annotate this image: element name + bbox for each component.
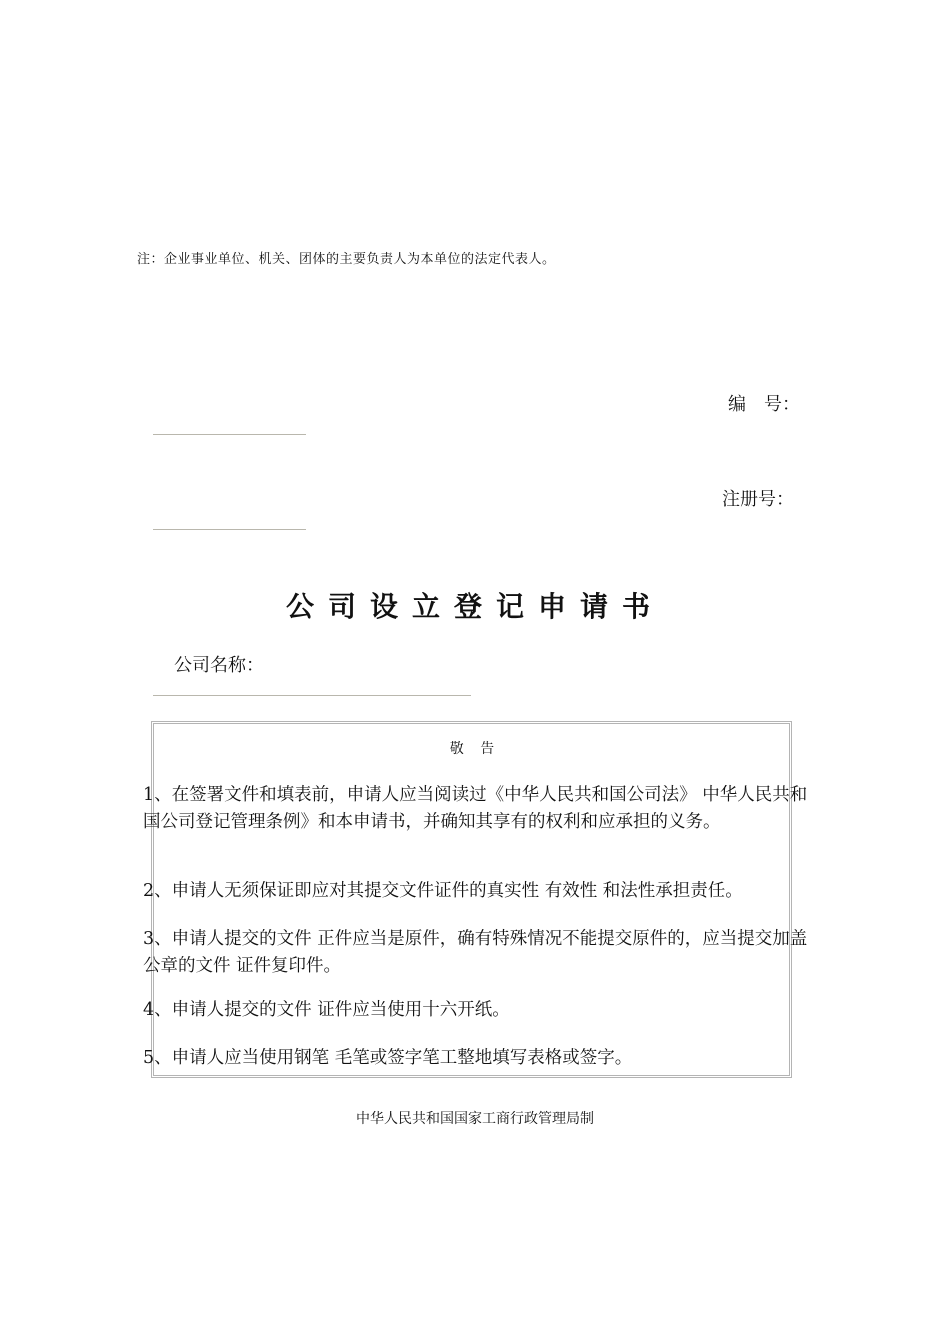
notice-item: 5、申请人应当使用钢笔 毛笔或签字笔工整地填写表格或签字。 bbox=[143, 1048, 633, 1068]
registration-number-label: 注册号： bbox=[722, 489, 794, 510]
footnote: 注：企业事业单位、机关、团体的主要负责人为本单位的法定代表人。 bbox=[137, 252, 556, 267]
number-label: 编 号： bbox=[728, 394, 800, 415]
registration-blank-line bbox=[153, 529, 306, 530]
company-name-label: 公司名称： bbox=[174, 655, 264, 676]
notice-heading: 敬 告 bbox=[449, 741, 501, 757]
notice-item: 2、申请人无须保证即应对其提交文件证件的真实性 有效性 和法性承担责任。 bbox=[143, 881, 743, 901]
company-name-blank-line bbox=[153, 695, 471, 696]
notice-item: 3、申请人提交的文件 正件应当是原件，确有特殊情况不能提交原件的，应当提交加盖公章的文件 证件复印件。 bbox=[143, 929, 808, 976]
notice-item: 4、申请人提交的文件 证件应当使用十六开纸。 bbox=[143, 1000, 510, 1020]
notice-item: 1、在签署文件和填表前，申请人应当阅读过《中华人民共和国公司法》 中华人民共和国公司登记管理条例》和本申请书，并确知其享有的权利和应承担的义务。 bbox=[143, 785, 808, 832]
issuer-footer: 中华人民共和国国家工商行政管理局制 bbox=[356, 1111, 594, 1127]
document-title: 公司设立登记申请书 bbox=[285, 590, 664, 623]
number-blank-line bbox=[153, 434, 306, 435]
